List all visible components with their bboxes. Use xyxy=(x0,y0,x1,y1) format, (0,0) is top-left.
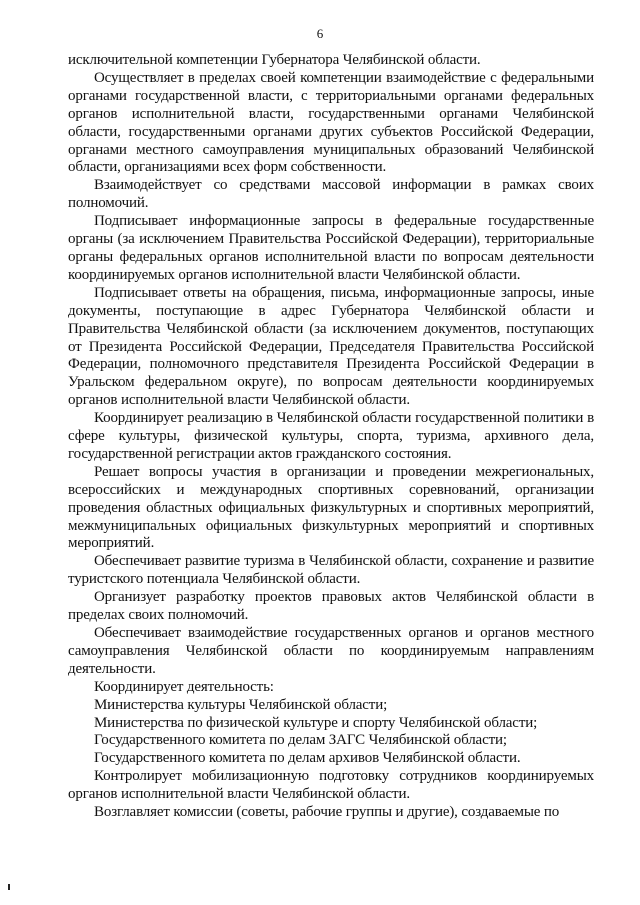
paragraph: Координирует деятельность: xyxy=(94,678,274,695)
paragraph: Контролирует мобилизационную подготовку сотрудников координируемых органов исполнительной власти Челябинской области. xyxy=(68,768,594,803)
paragraph: Возглавляет комиссии (советы, рабочие группы и другие), создаваемые по xyxy=(94,804,560,821)
paragraph: Подписывает информационные запросы в федеральные государственные органы (за исключением Правительства Российской Федерации), территориальные органы федеральных органов исполнительной власти по вопросам деятельности координируемых органов исполнительной власти Челябинской области. xyxy=(68,213,594,283)
paragraph: Обеспечивает развитие туризма в Челябинской области, сохранение и развитие туристского потенциала Челябинской области. xyxy=(68,553,594,588)
paragraph: Взаимодействует со средствами массовой информации в рамках своих полномочий. xyxy=(68,177,594,212)
list-item: Министерства по физической культуре и спорту Челябинской области; xyxy=(94,714,538,731)
scan-mark xyxy=(8,884,10,890)
paragraph: Организует разработку проектов правовых актов Челябинской области в пределах своих полномочий. xyxy=(68,589,594,624)
paragraph: Подписывает ответы на обращения, письма, информационные запросы, иные документы, поступающие в адрес Губернатора Челябинской области и Правительства Челябинской области (за исключением документов, поступающих от Президента Российской Федерации, Председателя Правительства Российской Федерации, полномочного представителя Президента Российской Федерации в Уральском федеральном округе), по вопросам деятельности координируемых органов исполнительной власти Челябинской области. xyxy=(68,284,594,409)
page-number: 6 xyxy=(316,26,324,41)
list-item: Министерства культуры Челябинской области; xyxy=(94,696,388,713)
paragraph: Обеспечивает взаимодействие государственных органов и органов местного самоуправления Челябинской области по координируемым направлениям деятельности. xyxy=(68,625,594,677)
document-body xyxy=(68,52,594,822)
list-item: Государственного комитета по делам архивов Челябинской области. xyxy=(94,750,521,767)
list-item: Государственного комитета по делам ЗАГС Челябинской области; xyxy=(94,732,507,749)
paragraph: исключительной компетенции Губернатора Челябинской области. xyxy=(68,52,481,68)
paragraph: Координирует реализацию в Челябинской области государственной политики в сфере культуры, физической культуры, спорта, туризма, архивного дела, государственной регистрации актов гражданского состояния. xyxy=(68,410,594,462)
paragraph: Решает вопросы участия в организации и проведении межрегиональных, всероссийских и международных спортивных соревнований, организации проведения областных официальных физкультурных и спортивных мероприятий, межмуниципальных официальных физкультурных мероприятий и спортивных мероприятий. xyxy=(68,463,594,552)
paragraph: Осуществляет в пределах своей компетенции взаимодействие с федеральными органами государственной власти, с территориальными органами федеральных органов исполнительной власти, государственными органами Челябинской области, государственными органами других субъектов Российской Федерации, органами местного самоуправления муниципальных образований Челябинской области, организациями всех форм собственности. xyxy=(68,69,594,176)
